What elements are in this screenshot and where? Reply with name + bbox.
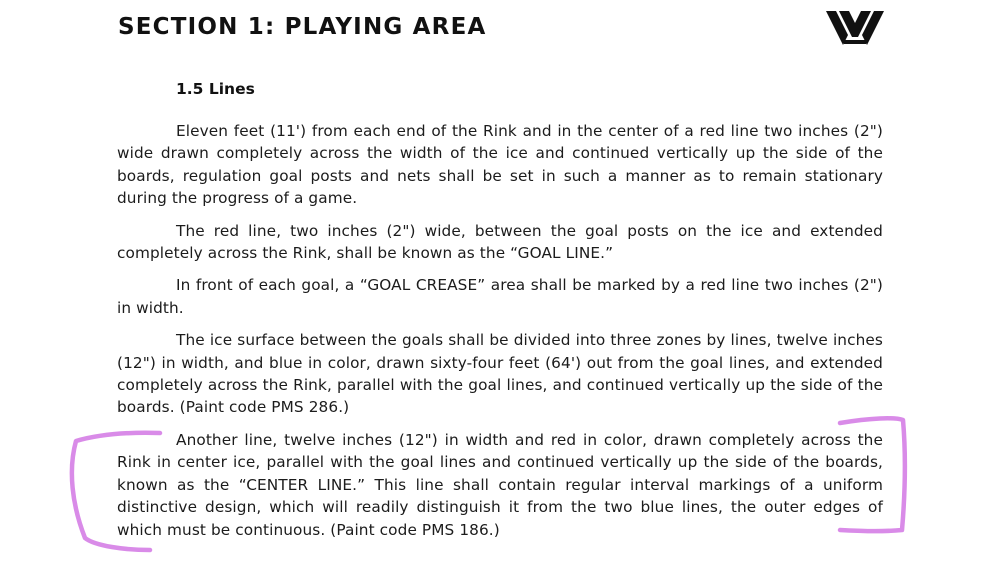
paragraph-1: Eleven feet (11') from each end of the Rink and in the center of a red line two inches (2") wide drawn completely across the width of the ice and continued vertically up the side of the boards, regulation goal posts and nets shall be set in such a manner as to remain stationary during the progress of a game. bbox=[117, 122, 883, 208]
subsection-heading: 1.5 Lines bbox=[176, 80, 255, 98]
paragraph-2: The red line, two inches (2") wide, between the goal posts on the ice and extended completely across the Rink, shall be known as the “GOAL LINE.” bbox=[117, 221, 883, 263]
section-title: SECTION 1: PLAYING AREA bbox=[118, 14, 487, 40]
paragraph-5: Another line, twelve inches (12") in width and red in color, drawn completely across the Rink in center ice, parallel with the goal lines and continued vertically up the side of the boards, known as the “CENTER LINE.” This line shall contain regular interval markings of a uniform distinctive design, which will readily distinguish it from the two blue lines, the outer edges of which must be continuous. (Paint code PMS 186.) bbox=[117, 430, 883, 539]
rule-body bbox=[117, 120, 883, 551]
paragraph-4: The ice surface between the goals shall be divided into three zones by lines, twelve inches (12") in width, and blue in color, drawn sixty-four feet (64') out from the goal lines, and extended completely across the Rink, parallel with the goal lines, and continued vertically up the side of the boards. (Paint code PMS 286.) bbox=[117, 331, 883, 417]
pwhl-logo-icon bbox=[824, 9, 886, 47]
paragraph-3: In front of each goal, a “GOAL CREASE” area shall be marked by a red line two inches (2") in width. bbox=[117, 276, 883, 317]
